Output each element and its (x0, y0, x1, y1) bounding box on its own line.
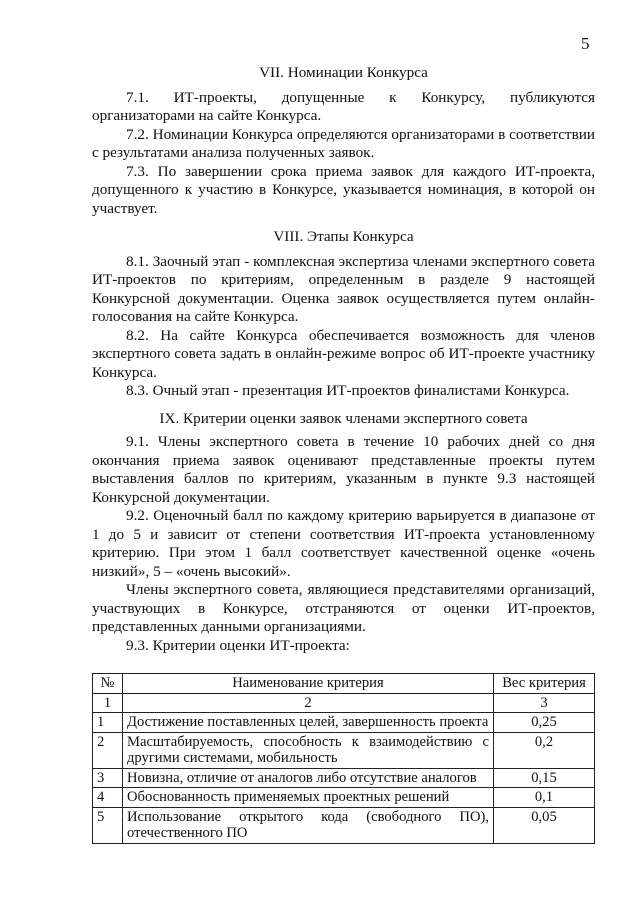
row-criterion-weight: 0,05 (494, 807, 595, 843)
table-index-row (93, 693, 595, 713)
table-row (93, 732, 595, 768)
paragraph-7-1: 7.1. ИТ-проекты, допущенные к Конкурсу, публикуются организаторами на сайте Конкурса. (92, 88, 595, 124)
row-number: 3 (93, 768, 123, 788)
index-col-1: 1 (93, 693, 123, 713)
document-body (92, 64, 595, 655)
row-number: 2 (93, 732, 123, 768)
table-row (93, 807, 595, 843)
criteria-table (92, 673, 595, 844)
row-criterion-weight: 0,25 (494, 713, 595, 733)
row-number: 1 (93, 713, 123, 733)
row-criterion-weight: 0,2 (494, 732, 595, 768)
paragraph-experts-conflict: Члены экспертного совета, являющиеся представителями организаций, участвующих в Конкурсе, отстраняются от оценки ИТ-проектов, представленных данными организациями. (92, 581, 595, 635)
paragraph-8-2: 8.2. На сайте Конкурса обеспечивается возможность для членов экспертного совета задать в онлайн-режиме вопрос об ИТ-проекте участнику Конкурса. (92, 326, 595, 381)
header-number: № (93, 674, 123, 694)
index-col-2: 2 (123, 693, 494, 713)
row-criterion-name: Обоснованность применяемых проектных решений (123, 788, 494, 808)
section-7-title: VII. Номинации Конкурса (259, 64, 428, 81)
table-row (93, 713, 595, 733)
criteria-heading: 9.3. Критерии оценки ИТ-проекта: (126, 636, 350, 654)
paragraph-9-1: 9.1. Члены экспертного совета в течение 10 рабочих дней со дня окончания приема заявок оценивают представленные проекты путем выставления баллов по критериям, указанным в пункте 9.3 настоящей Конкурсной документации. (92, 433, 595, 506)
row-criterion-name: Достижение поставленных целей, завершенность проекта (123, 713, 494, 733)
table-row (93, 768, 595, 788)
row-number: 4 (93, 788, 123, 808)
row-criterion-weight: 0,1 (494, 788, 595, 808)
row-criterion-name: Масштабируемость, способность к взаимодействию с другими системами, мобильность (123, 732, 494, 768)
section-8-title: VIII. Этапы Конкурса (273, 228, 414, 245)
header-criterion-weight: Вес критерия (494, 674, 595, 694)
header-criterion-name: Наименование критерия (123, 674, 494, 694)
paragraph-9-2: 9.2. Оценочный балл по каждому критерию варьируется в диапазоне от 1 до 5 и зависит от степени соответствия ИТ-проекта установленному критерию. При этом 1 балл соответствует качественной оценке «очень низкий», 5 – «очень высокий». (92, 507, 595, 580)
index-col-3: 3 (494, 693, 595, 713)
paragraph-7-3: 7.3. По завершении срока приема заявок для каждого ИТ-проекта, допущенного к участию в Конкурсе, указывается номинация, в которой он участвует. (92, 162, 595, 217)
section-9-title: IX. Критерии оценки заявок членами экспертного совета (159, 409, 528, 427)
paragraph-8-3: 8.3. Очный этап - презентация ИТ-проектов финалистами Конкурса. (126, 382, 570, 399)
row-criterion-weight: 0,15 (494, 768, 595, 788)
row-criterion-name: Использование открытого кода (свободного ПО), отечественного ПО (123, 807, 494, 843)
table-header-row (93, 674, 595, 694)
page-number: 5 (581, 34, 590, 53)
row-criterion-name: Новизна, отличие от аналогов либо отсутствие аналогов (123, 768, 494, 788)
paragraph-7-2: 7.2. Номинации Конкурса определяются организаторами в соответствии с результатами анализа полученных заявок. (92, 125, 595, 161)
row-number: 5 (93, 807, 123, 843)
table-row (93, 788, 595, 808)
paragraph-8-1: 8.1. Заочный этап - комплексная экспертиза членами экспертного совета ИТ-проектов по критериям, определенным в разделе 9 настоящей Конкурсной документации. Оценка заявок осуществляется путем онлайн-голосования на сайте Конкурса. (92, 252, 595, 325)
